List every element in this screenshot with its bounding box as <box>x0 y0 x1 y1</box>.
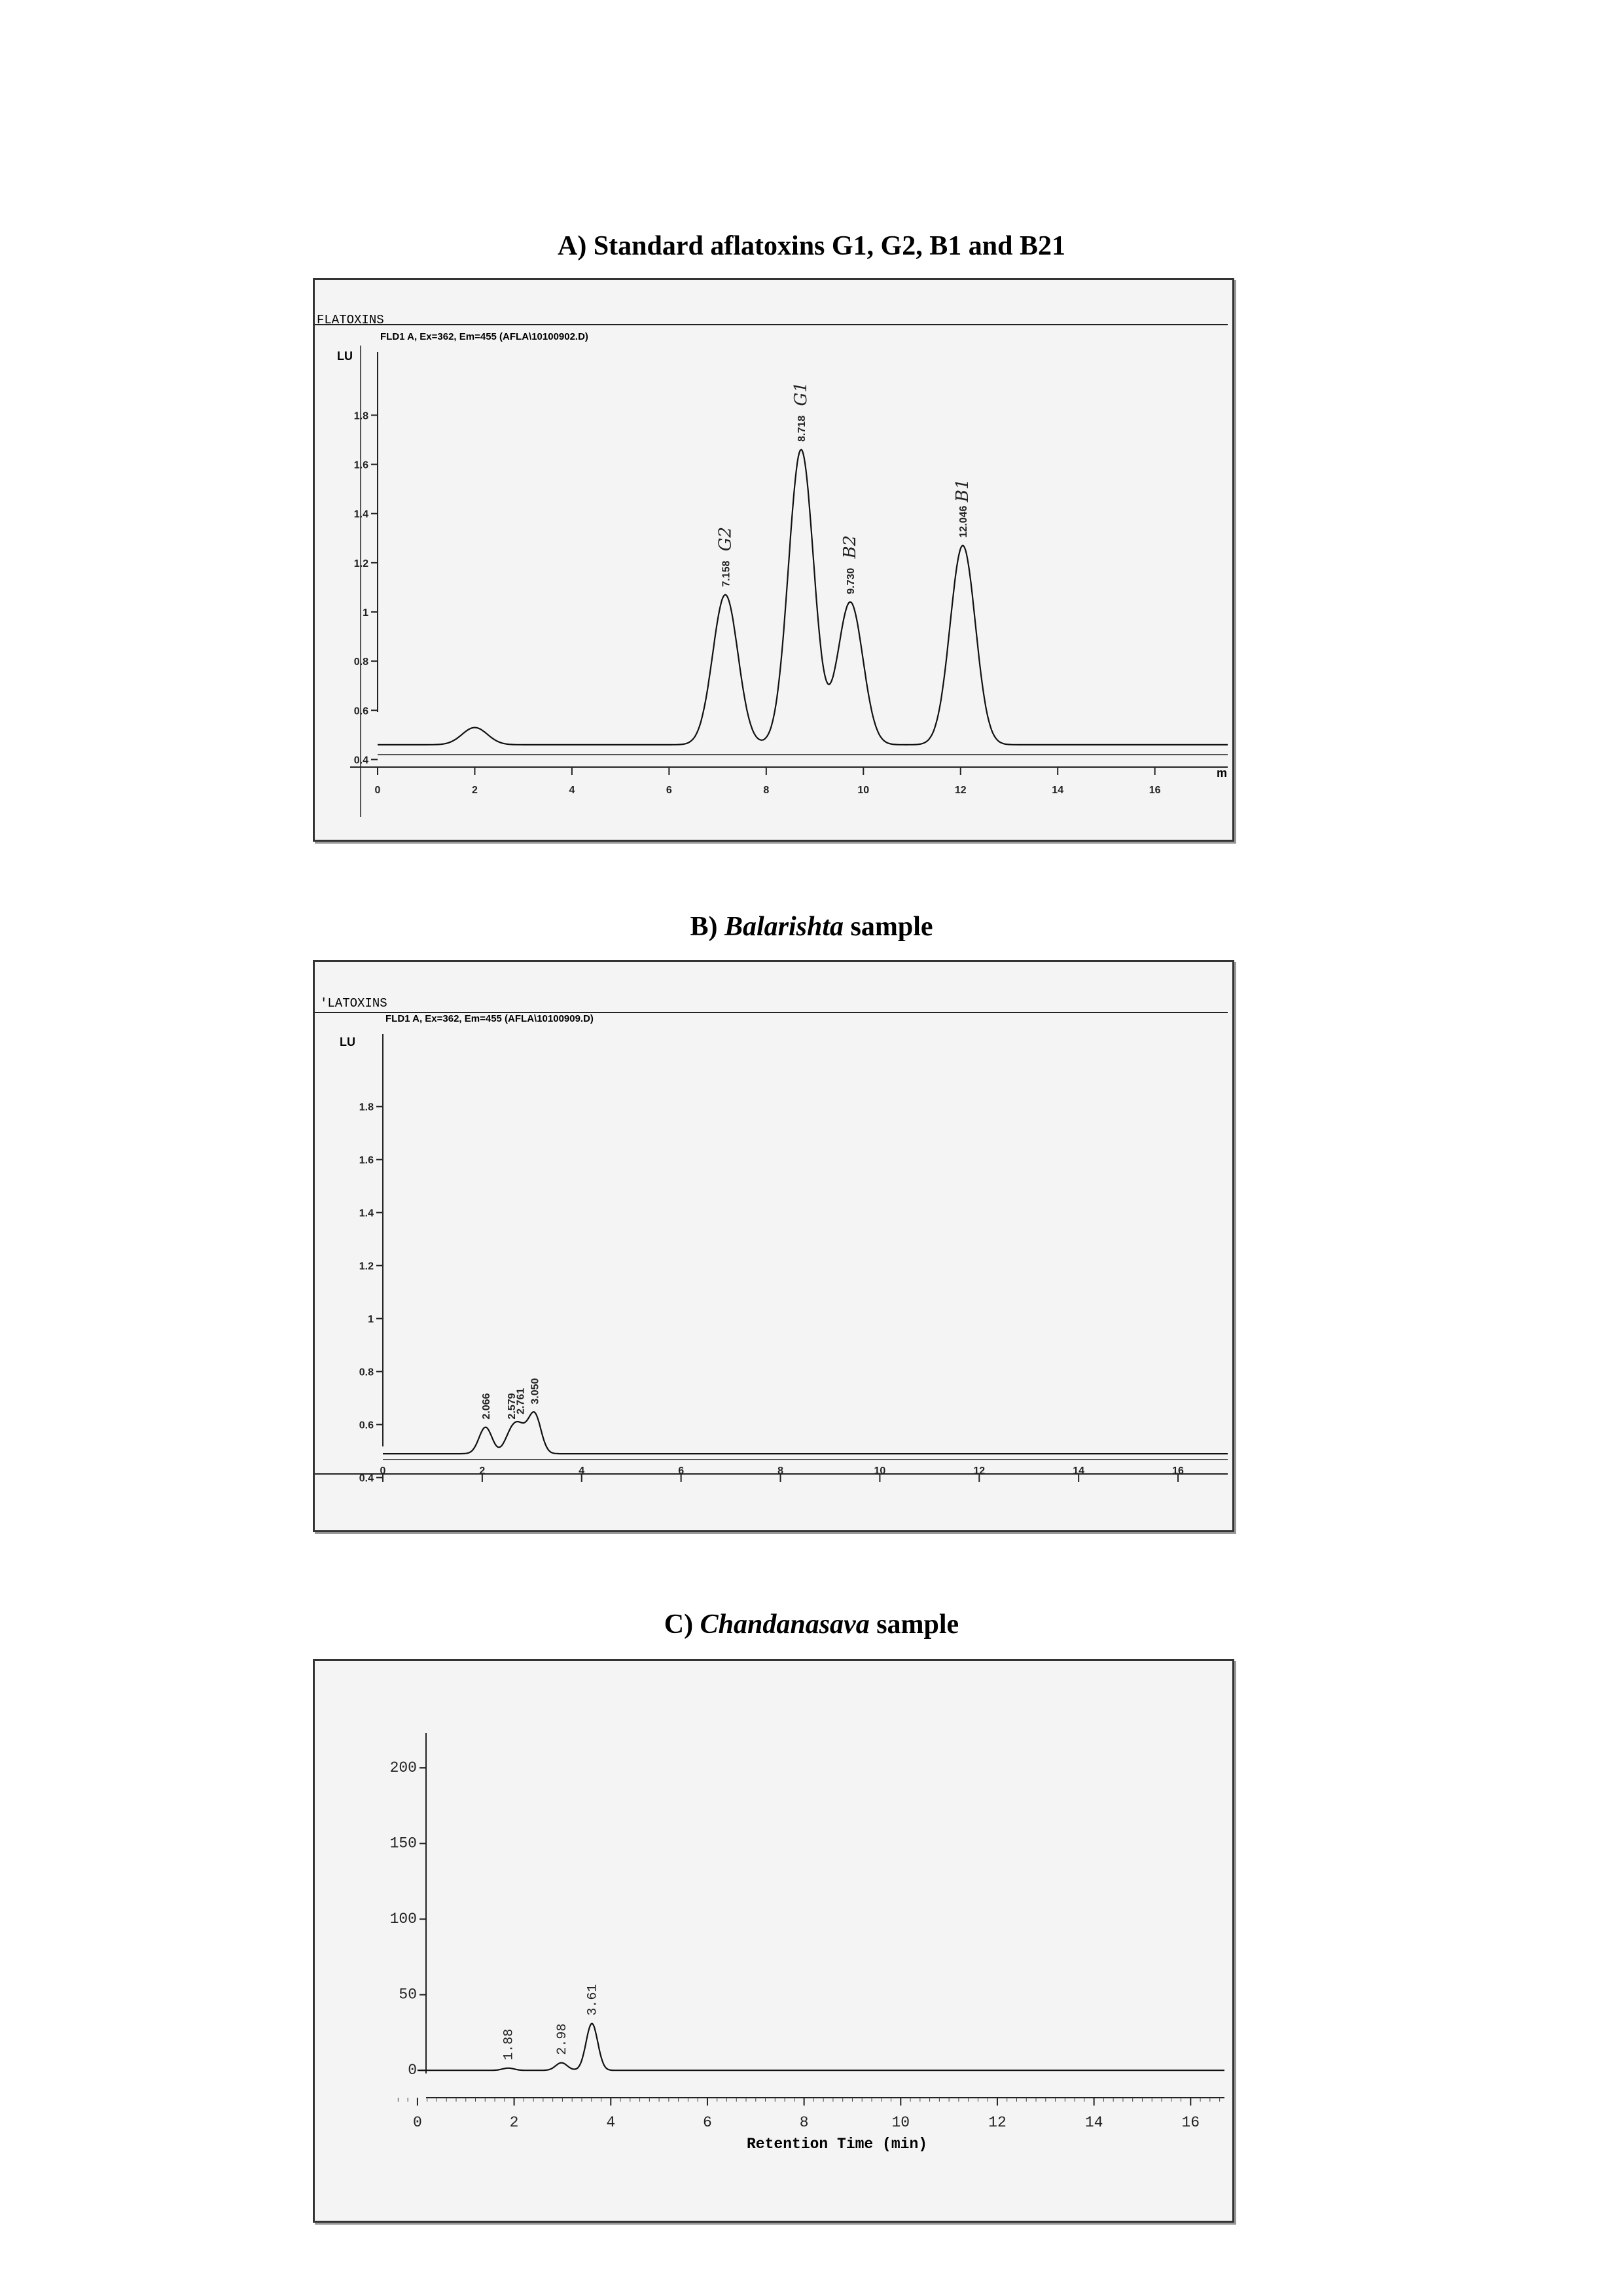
c-x-tick-label: 0 <box>413 2114 422 2131</box>
c-x-tick-label: 10 <box>891 2114 910 2131</box>
a-y-tick-label: 1.4 <box>353 509 368 520</box>
panel-c-chart <box>313 1659 1234 2223</box>
b-peak-label: 2.579 <box>506 1393 518 1420</box>
b-y-tick-label: 1 <box>368 1314 374 1325</box>
panel-c-title <box>0 1609 1623 1640</box>
c-x-tick-label: 8 <box>799 2114 809 2131</box>
a-x-tick-label: 12 <box>954 785 967 796</box>
a-y-tick-label: 0.4 <box>353 755 368 766</box>
c-x-tick-label: 4 <box>606 2114 616 2131</box>
c-y-tick-label: 150 <box>389 1835 417 1852</box>
panel-b-title-prefix: B) <box>690 912 724 942</box>
panel-a-plot <box>315 280 1232 840</box>
c-x-tick-label: 2 <box>509 2114 519 2131</box>
a-x-tick-label: 6 <box>666 785 672 796</box>
panel-c-title-italic: Chandanasava <box>700 1609 870 1640</box>
c-x-tick-label: 14 <box>1084 2114 1103 2131</box>
c-x-tick-label: 6 <box>703 2114 712 2131</box>
b-x-tick-label: 10 <box>874 1465 886 1477</box>
panel-c-title-suffix: sample <box>869 1609 959 1640</box>
b-peak-label: 2.761 <box>515 1388 527 1414</box>
a-peak-label: 9.730 <box>846 567 857 594</box>
a-y-tick-label: 0.6 <box>353 706 368 717</box>
a-peak-label: 7.158 <box>721 560 732 587</box>
c-y-tick-label: 50 <box>399 1986 417 2003</box>
panel-a-x-unit: m <box>1217 766 1228 780</box>
panel-b-y-unit: LU <box>340 1035 355 1049</box>
b-x-tick-label: 2 <box>479 1465 486 1477</box>
a-peak-annotation: B1 <box>953 478 973 503</box>
a-y-tick-label: 1.6 <box>353 459 368 471</box>
c-peak-label: 3.61 <box>585 1984 601 2016</box>
panel-b-subheader: FLD1 A, Ex=362, Em=455 (AFLA\10100909.D) <box>385 1013 594 1024</box>
b-y-tick-label: 0.8 <box>359 1367 374 1378</box>
panel-b-title <box>0 911 1623 942</box>
panel-b-title-italic: Balarishta <box>724 912 844 942</box>
a-y-tick-label: 1 <box>363 607 368 619</box>
panel-b-chart <box>313 960 1234 1532</box>
a-x-tick-label: 8 <box>763 785 770 796</box>
b-x-tick-label: 12 <box>973 1465 986 1477</box>
a-peak-label: 8.718 <box>796 415 808 442</box>
a-x-tick-label: 10 <box>857 785 870 796</box>
a-x-tick-label: 14 <box>1052 785 1064 796</box>
b-y-tick-label: 1.8 <box>359 1102 374 1113</box>
a-peak-annotation: B2 <box>840 535 861 559</box>
a-x-tick-label: 0 <box>374 785 381 796</box>
b-x-tick-label: 6 <box>678 1465 685 1477</box>
a-trace <box>378 450 1228 745</box>
c-trace <box>418 2024 1224 2070</box>
b-y-tick-label: 0.4 <box>359 1473 374 1484</box>
b-peak-label: 2.066 <box>480 1393 492 1420</box>
a-x-tick-label: 2 <box>472 785 478 796</box>
panel-b-plot <box>315 962 1232 1530</box>
c-y-tick-label: 0 <box>408 2062 417 2079</box>
a-peak-annotation: G1 <box>791 382 812 406</box>
panel-c-title-prefix: C) <box>664 1609 700 1640</box>
b-x-tick-label: 0 <box>380 1465 386 1477</box>
panel-b-title-suffix: sample <box>844 912 933 942</box>
a-x-tick-label: 4 <box>569 785 575 796</box>
panel-b-header: 'LATOXINS <box>320 996 387 1011</box>
panel-c-xlabel: Retention Time (min) <box>747 2136 928 2153</box>
b-y-tick-label: 1.4 <box>359 1208 374 1219</box>
b-x-tick-label: 4 <box>579 1465 585 1477</box>
c-x-tick-label: 16 <box>1181 2114 1200 2131</box>
panel-a-title: A) Standard aflatoxins G1, G2, B1 and B21 <box>558 231 1065 261</box>
b-x-tick-label: 16 <box>1172 1465 1184 1477</box>
panel-a-header: FLATOXINS <box>317 313 384 327</box>
b-peak-label: 3.050 <box>529 1378 541 1405</box>
a-y-tick-label: 1.2 <box>353 558 368 569</box>
b-x-tick-label: 8 <box>777 1465 783 1477</box>
b-y-tick-label: 0.6 <box>359 1420 374 1431</box>
a-y-tick-label: 0.8 <box>353 656 368 668</box>
a-x-tick-label: 16 <box>1149 785 1161 796</box>
c-peak-label: 1.88 <box>501 2028 517 2060</box>
panel-a-y-unit: LU <box>337 350 353 363</box>
c-x-tick-label: 12 <box>988 2114 1007 2131</box>
b-x-tick-label: 14 <box>1073 1465 1085 1477</box>
a-y-tick-label: 1.8 <box>353 410 368 422</box>
a-peak-label: 12.046 <box>958 505 970 538</box>
c-peak-label: 2.98 <box>554 2023 570 2055</box>
panel-c-plot <box>315 1661 1232 2221</box>
c-y-tick-label: 100 <box>389 1910 417 1928</box>
b-y-tick-label: 1.2 <box>359 1261 374 1272</box>
panel-a-subheader: FLD1 A, Ex=362, Em=455 (AFLA\10100902.D) <box>380 331 588 342</box>
panel-a-chart <box>313 278 1234 842</box>
b-y-tick-label: 1.6 <box>359 1155 374 1166</box>
a-peak-annotation: G2 <box>715 526 736 552</box>
c-y-tick-label: 200 <box>389 1759 417 1777</box>
